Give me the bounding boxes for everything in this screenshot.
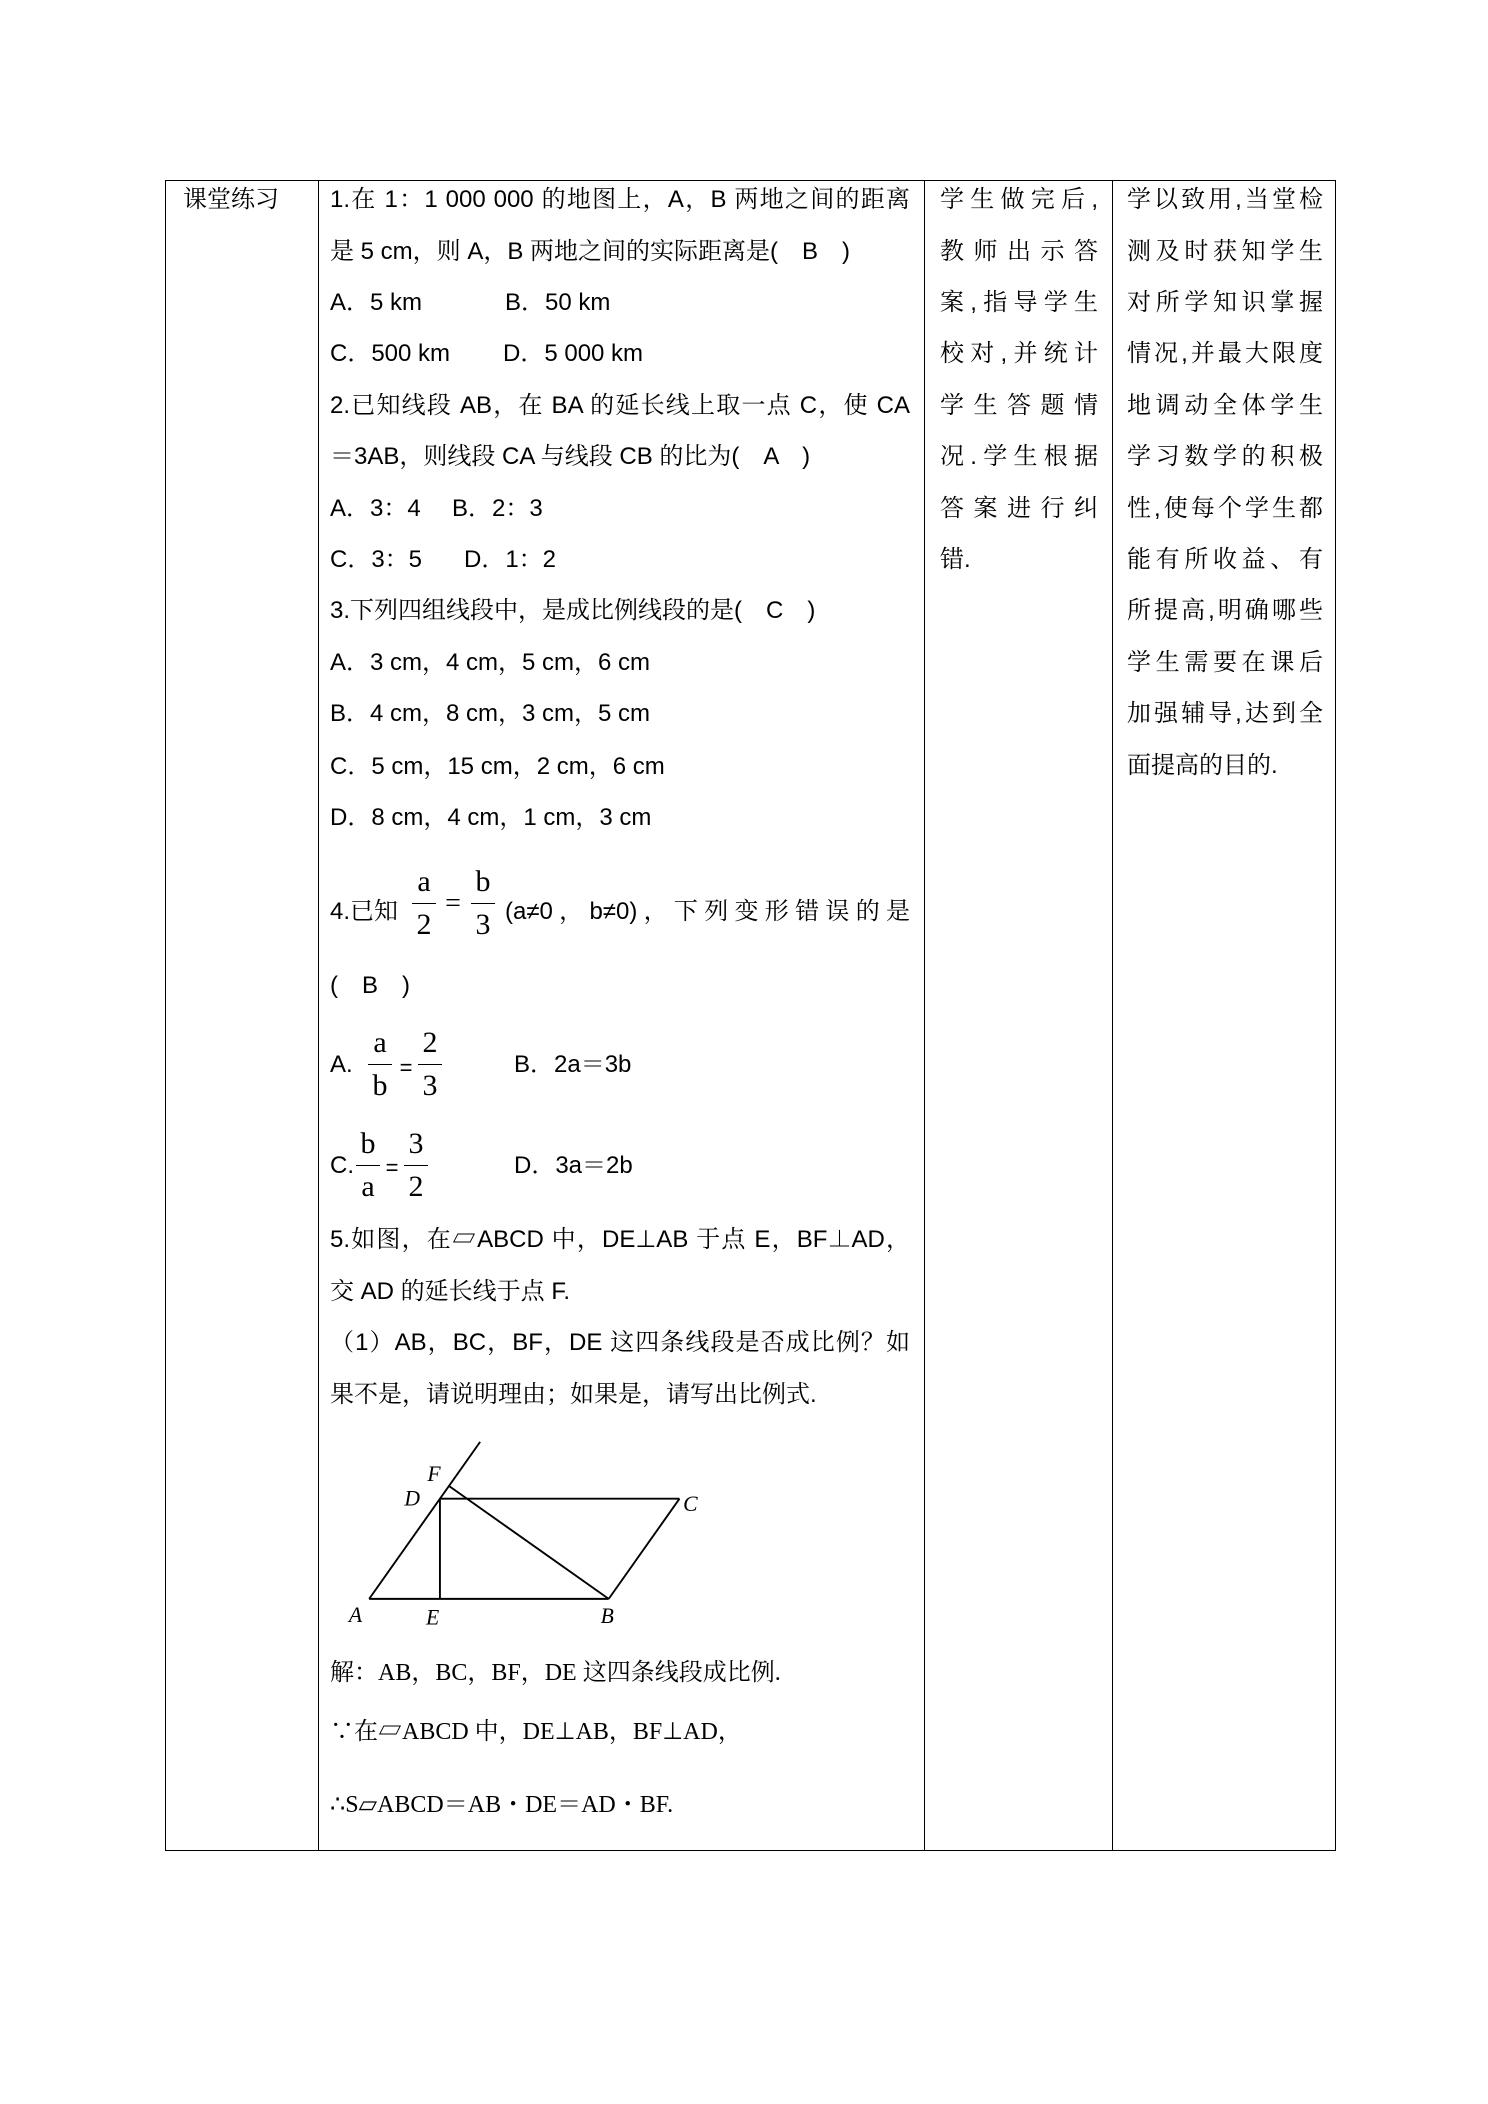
question-3-line: 3.下列四组线段中，是成比例线段的是( C ) — [330, 597, 816, 624]
solution-line: 解：AB，BC，BF，DE 这四条线段成比例. — [330, 1660, 781, 1686]
fraction — [418, 1020, 442, 1109]
intent-line: 对所学知识掌握 — [1127, 289, 1323, 316]
activity-line: 学生答题情 — [940, 392, 1098, 419]
activity-line: 教师出示答 — [940, 238, 1098, 265]
question-4-option-a-label: A. — [330, 1051, 353, 1078]
question-5-line: 5.如图，在▱ABCD 中，DE⊥AB 于点 E，BF⊥AD， — [330, 1226, 910, 1253]
question-1-line: 是 5 cm，则 A，B 两地之间的实际距离是( B ) — [330, 238, 851, 265]
question-3-option-d: D．8 cm，4 cm，1 cm，3 cm — [330, 804, 652, 831]
intent-line: 面提高的目的. — [1127, 752, 1278, 779]
solution-line: ∴S▱ABCD＝AB・DE＝AD・BF. — [330, 1792, 674, 1818]
question-5-line: 交 AD 的延长线于点 F. — [330, 1278, 571, 1305]
fraction-denominator: 3 — [475, 908, 491, 941]
question-3-option-b: B．4 cm，8 cm，3 cm，5 cm — [330, 700, 651, 727]
intent-line: 地调动全体学生 — [1127, 392, 1323, 419]
activity-line: 况.学生根据 — [940, 443, 1098, 470]
question-2-option-a: A．3：4 — [330, 495, 421, 522]
question-2-option-b: B．2：3 — [452, 495, 543, 522]
question-1-option-c: C．500 km — [330, 340, 451, 367]
fraction — [404, 1121, 428, 1210]
fraction-numerator: 3 — [404, 1121, 428, 1166]
question-4-prefix: 4.已知 — [330, 898, 399, 925]
activity-line: 答案进行纠 — [940, 495, 1098, 522]
point-label-d: D — [404, 1486, 420, 1511]
fraction-numerator: a — [368, 1020, 392, 1065]
intent-line: 加强辅导,达到全 — [1127, 700, 1323, 727]
question-5-part-1: 果不是，请说明理由；如果是，请写出比例式. — [330, 1381, 817, 1408]
equals-sign: = — [385, 1155, 399, 1180]
question-1-option-b: B．50 km — [505, 289, 611, 316]
fraction-denominator: 2 — [408, 1170, 424, 1203]
fraction — [412, 859, 436, 948]
fraction-denominator: b — [372, 1069, 388, 1102]
question-5-part-1: （1）AB，BC，BF，DE 这四条线段是否成比例？如 — [330, 1329, 910, 1356]
intent-line: 学生需要在课后 — [1127, 649, 1323, 676]
fraction — [471, 859, 495, 948]
equals-sign: = — [399, 1055, 413, 1080]
activity-line: 校对,并统计 — [940, 340, 1098, 367]
segment-cb — [609, 1499, 680, 1599]
question-4-option-c-label: C. — [330, 1152, 354, 1179]
point-label-f: F — [427, 1462, 441, 1487]
point-label-c: C — [683, 1491, 698, 1516]
fraction-denominator: a — [361, 1170, 375, 1203]
intent-line: 测及时获知学生 — [1127, 238, 1323, 265]
question-3-option-c: C．5 cm，15 cm，2 cm，6 cm — [330, 753, 665, 780]
intent-line: 性,使每个学生都 — [1127, 495, 1323, 522]
activity-line: 错. — [940, 546, 971, 573]
activity-line: 案,指导学生 — [940, 289, 1098, 316]
point-label-a: A — [348, 1602, 363, 1627]
stage-label: 课堂练习 — [183, 186, 279, 213]
fraction-numerator: a — [412, 859, 436, 904]
point-label-b: B — [600, 1604, 614, 1629]
question-2-line: ＝3AB，则线段 CA 与线段 CB 的比为( A ) — [330, 443, 811, 470]
intent-line: 学习数学的积极 — [1127, 443, 1323, 470]
activity-line: 学生做完后, — [940, 186, 1098, 213]
solution-line: ∵在▱ABCD 中，DE⊥AB，BF⊥AD， — [330, 1719, 742, 1745]
question-3-option-a: A．3 cm，4 cm，5 cm，6 cm — [330, 649, 651, 676]
fraction-denominator: 2 — [416, 908, 432, 941]
fraction-numerator: 2 — [418, 1020, 442, 1065]
fraction — [368, 1020, 392, 1109]
question-1-line: 1.在 1：1 000 000 的地图上，A，B 两地之间的距离 — [330, 186, 910, 213]
parallelogram-figure — [338, 1427, 717, 1630]
fraction — [356, 1121, 380, 1210]
intent-line: 情况,并最大限度 — [1127, 340, 1323, 367]
question-2-option-d: D．1：2 — [464, 546, 557, 573]
fraction-numerator: b — [471, 859, 495, 904]
question-1-option-a: A．5 km — [330, 289, 423, 316]
question-4-suffix: (a≠0，b≠0)，下列变形错误的是 — [505, 898, 910, 925]
fraction-numerator: b — [356, 1121, 380, 1166]
column-divider — [1112, 180, 1113, 1851]
question-2-option-c: C．3：5 — [330, 546, 423, 573]
intent-line: 学以致用,当堂检 — [1127, 186, 1323, 213]
segment-af — [369, 1442, 480, 1599]
question-4-option-b: B．2a＝3b — [514, 1051, 632, 1078]
question-2-line: 2.已知线段 AB，在 BA 的延长线上取一点 C，使 CA — [330, 392, 910, 419]
intent-line: 能有所收益、有 — [1127, 546, 1323, 573]
question-1-option-d: D．5 000 km — [503, 340, 644, 367]
segment-bf — [449, 1486, 609, 1599]
question-4-option-d: D．3a＝2b — [514, 1152, 633, 1179]
equals-sign: = — [445, 888, 461, 919]
question-4-answer: ( B ) — [330, 972, 410, 999]
intent-line: 所提高,明确哪些 — [1127, 597, 1323, 624]
fraction-denominator: 3 — [422, 1069, 438, 1102]
column-divider — [318, 180, 319, 1851]
column-divider — [924, 180, 925, 1851]
point-label-e: E — [426, 1605, 440, 1630]
